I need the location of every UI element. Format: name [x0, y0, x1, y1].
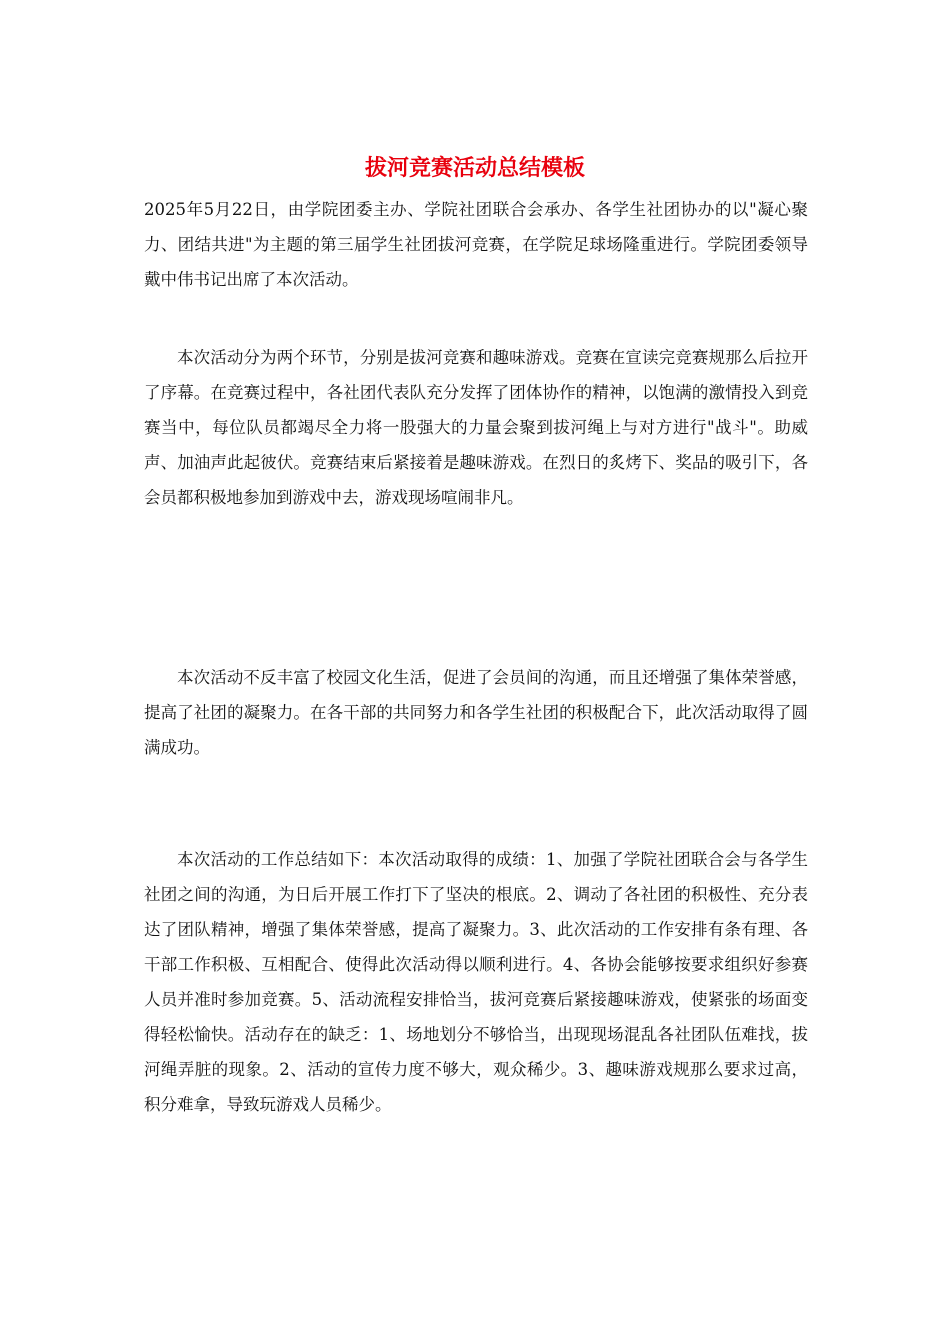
- paragraph-activity-process: 本次活动分为两个环节，分别是拔河竞赛和趣味游戏。竞赛在宣读完竞赛规那么后拉开了序幕。在竞赛过程中，各社团代表队充分发挥了团体协作的精神，以饱满的激情投入到竞赛当中，每位队员都竭尽全力将一股强大的力量会聚到拔河绳上与对方进行"战斗"。助威声、加油声此起彼伏。竞赛结束后紧接着是趣味游戏。在烈日的炙烤下、奖品的吸引下，各会员都积极地参加到游戏中去，游戏现场喧闹非凡。: [144, 348, 808, 507]
- paragraph-activity-significance: 本次活动不反丰富了校园文化生活，促进了会员间的沟通，而且还增强了集体荣誉感，提高了社团的凝聚力。在各干部的共同努力和各学生社团的积极配合下，此次活动取得了圆满成功。: [144, 668, 808, 757]
- paragraph-work-summary: 本次活动的工作总结如下：本次活动取得的成绩：1、加强了学院社团联合会与各学生社团之间的沟通，为日后开展工作打下了坚决的根底。2、调动了各社团的积极性、充分表达了团队精神，增强了集体荣誉感，提高了凝聚力。3、此次活动的工作安排有条有理、各干部工作积极、互相配合、使得此次活动得以顺利进行。4、各协会能够按要求组织好参赛人员并准时参加竞赛。5、活动流程安排恰当，拔河竞赛后紧接趣味游戏，使紧张的场面变得轻松愉快。活动存在的缺乏：1、场地划分不够恰当，出现现场混乱各社团队伍难找，拔河绳弄脏的现象。2、活动的宣传力度不够大，观众稀少。3、趣味游戏规那么要求过高，积分难拿，导致玩游戏人员稀少。: [144, 850, 808, 1114]
- paragraph-intro: 2025年5月22日，由学院团委主办、学院社团联合会承办、各学生社团协办的以"凝心聚力、团结共进"为主题的第三届学生社团拔河竞赛，在学院足球场隆重进行。学院团委领导戴中伟书记出席了本次活动。: [144, 200, 808, 289]
- document-title: 拔河竞赛活动总结模板: [364, 155, 585, 181]
